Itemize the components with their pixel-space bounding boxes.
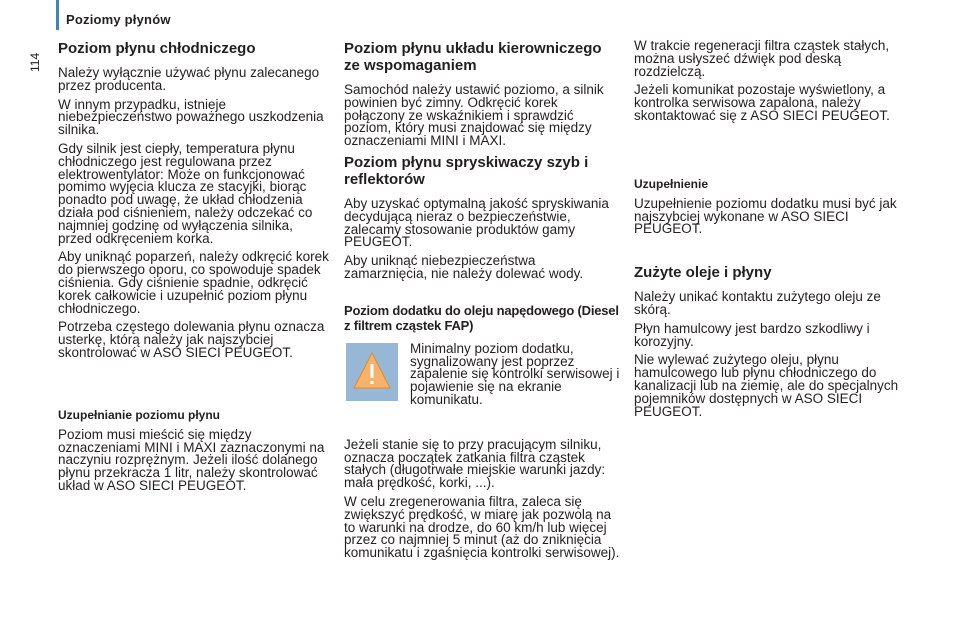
used-fluids-paragraph: Należy unikać kontaktu zużytego oleju ze skórą.	[634, 289, 881, 317]
washer-fluid-paragraph: Aby uniknąć niebezpieczeństwa zamarznięcia, nie należy dolewać wody.	[344, 253, 584, 281]
additive-refill-paragraph: Uzupełnienie poziomu dodatku musi być jak najszybciej wykonane w ASO SIECI PEUGEOT.	[634, 195, 897, 237]
diesel-additive-paragraph: W celu zregenerowania filtra, zaleca się zwiększyć prędkość, w miarę jak pozwolą na to warunki na drodze, do 60 km/h lub więcej przez co najmniej 5 minut (aż do zniknięcia komunikatu i zgaśnięcia kontrolki serwisowej).	[344, 493, 620, 561]
header-accent-bar	[56, 0, 59, 30]
coolant-refill-heading: Uzupełnianie poziomu płynu	[58, 407, 220, 422]
section-header-title: Poziomy płynów	[66, 12, 171, 27]
diesel-additive-heading: Poziom dodatku do oleju napędowego (Diesel z filtrem cząstek FAP)	[344, 302, 619, 333]
coolant-paragraph: Potrzeba częstego dolewania płynu oznacza usterkę, którą należy jak najszybciej skontrolować w ASO SIECI PEUGEOT.	[58, 319, 325, 360]
diesel-additive-paragraph: Jeżeli stanie się to przy pracującym silniku, oznacza początek zatkania filtra cząstek stałych (długotrwałe miejskie warunki jazdy: mała prędkość, korki, ...).	[344, 436, 606, 491]
warning-icon	[346, 343, 398, 401]
used-fluids-heading: Zużyte oleje i płyny	[634, 264, 772, 282]
coolant-paragraph: Aby uniknąć poparzeń, należy odkręcić korek do pierwszego oporu, co spowoduje spadek ciśnienia. Gdy ciśnienie spadnie, odkręcić korek całkowicie i uzupełnić poziom płynu chłodniczego.	[58, 249, 329, 316]
warning-block	[344, 340, 620, 423]
coolant-refill-paragraph: Poziom musi mieścić się między oznaczeniami MINI i MAXI zaznaczonymi na naczyniu rozprężnym. Jeżeli ilość dolanego płynu przekracza 1 litr, należy skontrolować układ w ASO SIECI PEUGEOT.	[58, 426, 325, 493]
column-3	[634, 40, 906, 424]
column-2	[344, 40, 620, 566]
regeneration-paragraph: Jeżeli komunikat pozostaje wyświetlony, a kontrolka serwisowa zapalona, należy skontaktować się z ASO SIECI PEUGEOT.	[634, 82, 890, 123]
coolant-paragraph: W innym przypadku, istnieje niebezpieczeństwo poważnego uszkodzenia silnika.	[58, 96, 324, 138]
page-number: 114	[28, 52, 42, 72]
steering-fluid-heading: Poziom płynu układu kierowniczego ze wspomaganiem	[344, 40, 602, 74]
steering-fluid-paragraph: Samochód należy ustawić poziomo, a silnik powinien być zimny. Odkręcić korek połączony ze wskaźnikiem i sprawdzić poziom, który musi znajdować się między oznaczeniami MINI i MAXI.	[344, 82, 604, 149]
warning-text: Minimalny poziom dodatku, sygnalizowany jest poprzez zapalenie się kontrolki serwisowej i pojawienie się na ekranie komunikatu.	[410, 340, 620, 407]
used-fluids-paragraph: Nie wylewać zużytego oleju, płynu hamulcowego lub płynu chłodniczego do kanalizacji lub na ziemię, ale do specjalnych pojemników dostępnych w ASO SIECI PEUGEOT.	[634, 352, 899, 419]
washer-fluid-paragraph: Aby uzyskać optymalną jakość spryskiwania decydującą nieraz o bezpieczeństwie, zalecamy stosowanie produktów gamy PEUGEOT.	[344, 195, 609, 250]
coolant-paragraph: Należy wyłącznie używać płynu zalecanego przez producenta.	[58, 65, 320, 93]
coolant-paragraph: Gdy silnik jest ciepły, temperatura płynu chłodniczego jest regulowana przez elektrowentylator: Może on funkcjonować pomimo wyjęcia klucza ze stacyjki, biorąc ponadto pod uwagę, że układ chłodzenia działa pod ciśnieniem, należy odczekać co najmniej godzinę od wyłączenia silnika, przed odkręceniem korka.	[58, 140, 313, 246]
coolant-heading: Poziom płynu chłodniczego	[58, 40, 256, 57]
column-1	[58, 40, 330, 499]
regeneration-paragraph: W trakcie regeneracji filtra cząstek stałych, można usłyszeć dźwięk pod deską rozdzielczą.	[634, 38, 890, 79]
additive-refill-heading: Uzupełnienie	[634, 176, 709, 191]
washer-fluid-heading: Poziom płynu spryskiwaczy szyb i reflektorów	[344, 153, 589, 188]
used-fluids-paragraph: Płyn hamulcowy jest bardzo szkodliwy i korozyjny.	[634, 320, 870, 349]
